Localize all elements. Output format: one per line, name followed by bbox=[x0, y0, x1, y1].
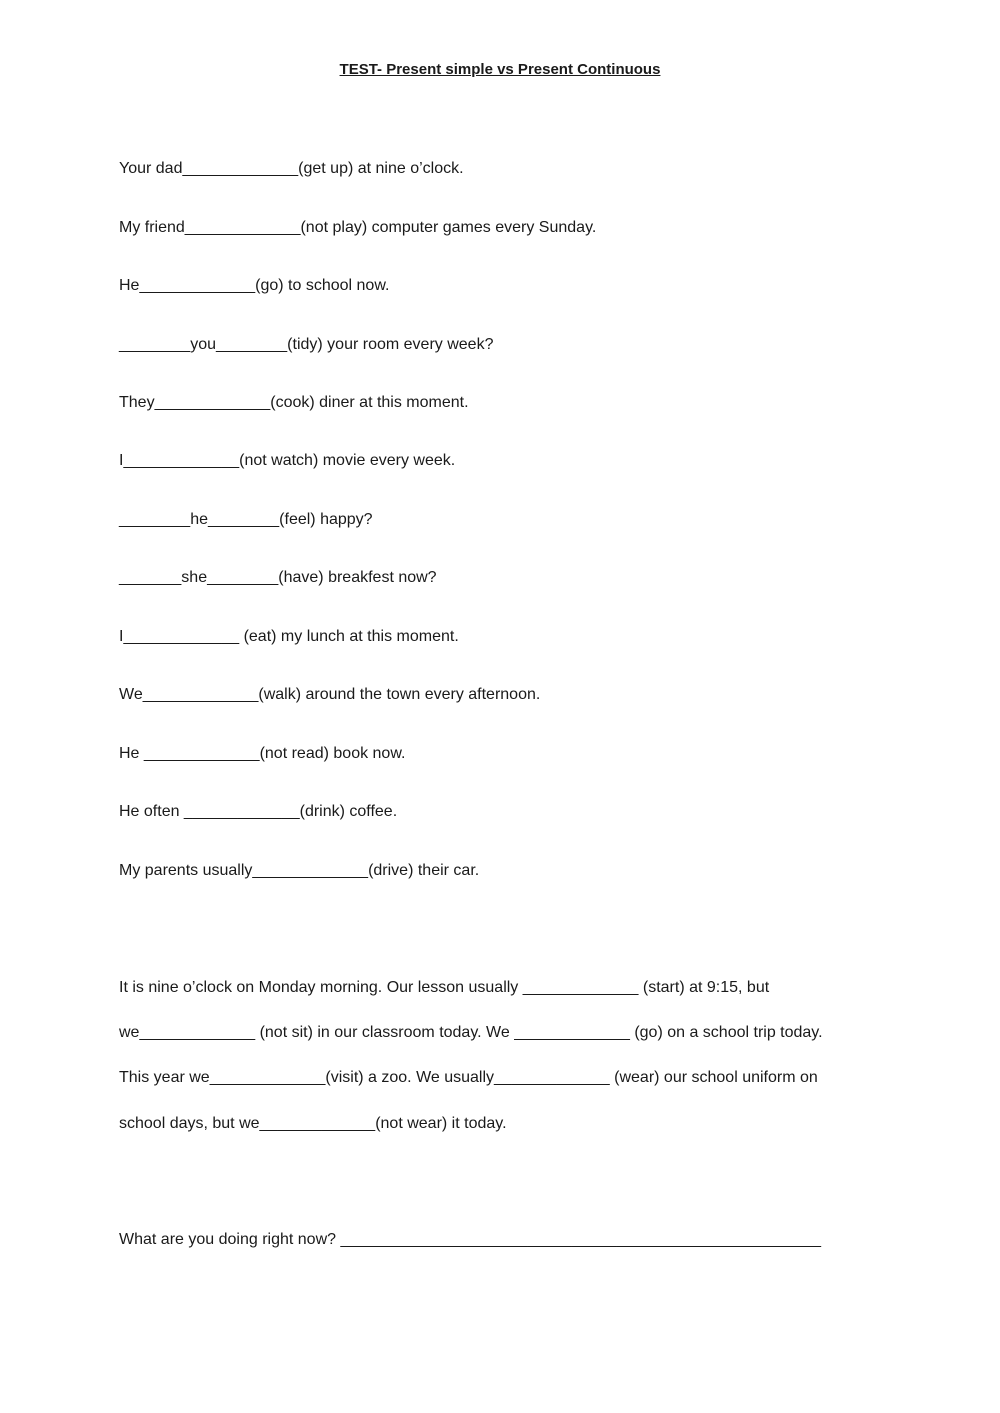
exercise1-item-11: He _____________(not read) book now. bbox=[119, 745, 406, 762]
exercise1-item-4: ________you________(tidy) your room every week? bbox=[119, 336, 494, 353]
exercise2-line-1: It is nine o’clock on Monday morning. Our lesson usually _____________ (start) at 9:15, but bbox=[119, 979, 770, 996]
exercise2-line-2: we_____________ (not sit) in our classroom today. We _____________ (go) on a school trip today. bbox=[119, 1024, 823, 1041]
exercise2-line-4: school days, but we_____________(not wear) it today. bbox=[119, 1115, 507, 1132]
worksheet-title: TEST- Present simple vs Present Continuous bbox=[339, 61, 661, 78]
exercise1-item-9: I_____________ (eat) my lunch at this moment. bbox=[119, 628, 459, 645]
open-question: What are you doing right now? ______________________________________________________ bbox=[119, 1231, 821, 1248]
exercise2-line-3: This year we_____________(visit) a zoo. We usually_____________ (wear) our school uniform on bbox=[119, 1069, 818, 1086]
exercise1-item-10: We_____________(walk) around the town every afternoon. bbox=[119, 686, 541, 703]
exercise1-item-7: ________he________(feel) happy? bbox=[119, 511, 373, 528]
exercise1-item-2: My friend_____________(not play) computer games every Sunday. bbox=[119, 219, 597, 236]
exercise1-item-3: He_____________(go) to school now. bbox=[119, 277, 390, 294]
exercise1-item-6: I_____________(not watch) movie every week. bbox=[119, 452, 456, 469]
exercise1-item-8: _______she________(have) breakfest now? bbox=[119, 569, 437, 586]
exercise1-item-1: Your dad_____________(get up) at nine o’clock. bbox=[119, 160, 464, 177]
exercise1-item-5: They_____________(cook) diner at this moment. bbox=[119, 394, 469, 411]
exercise1-item-12: He often _____________(drink) coffee. bbox=[119, 803, 398, 820]
exercise1-item-13: My parents usually_____________(drive) their car. bbox=[119, 862, 480, 879]
